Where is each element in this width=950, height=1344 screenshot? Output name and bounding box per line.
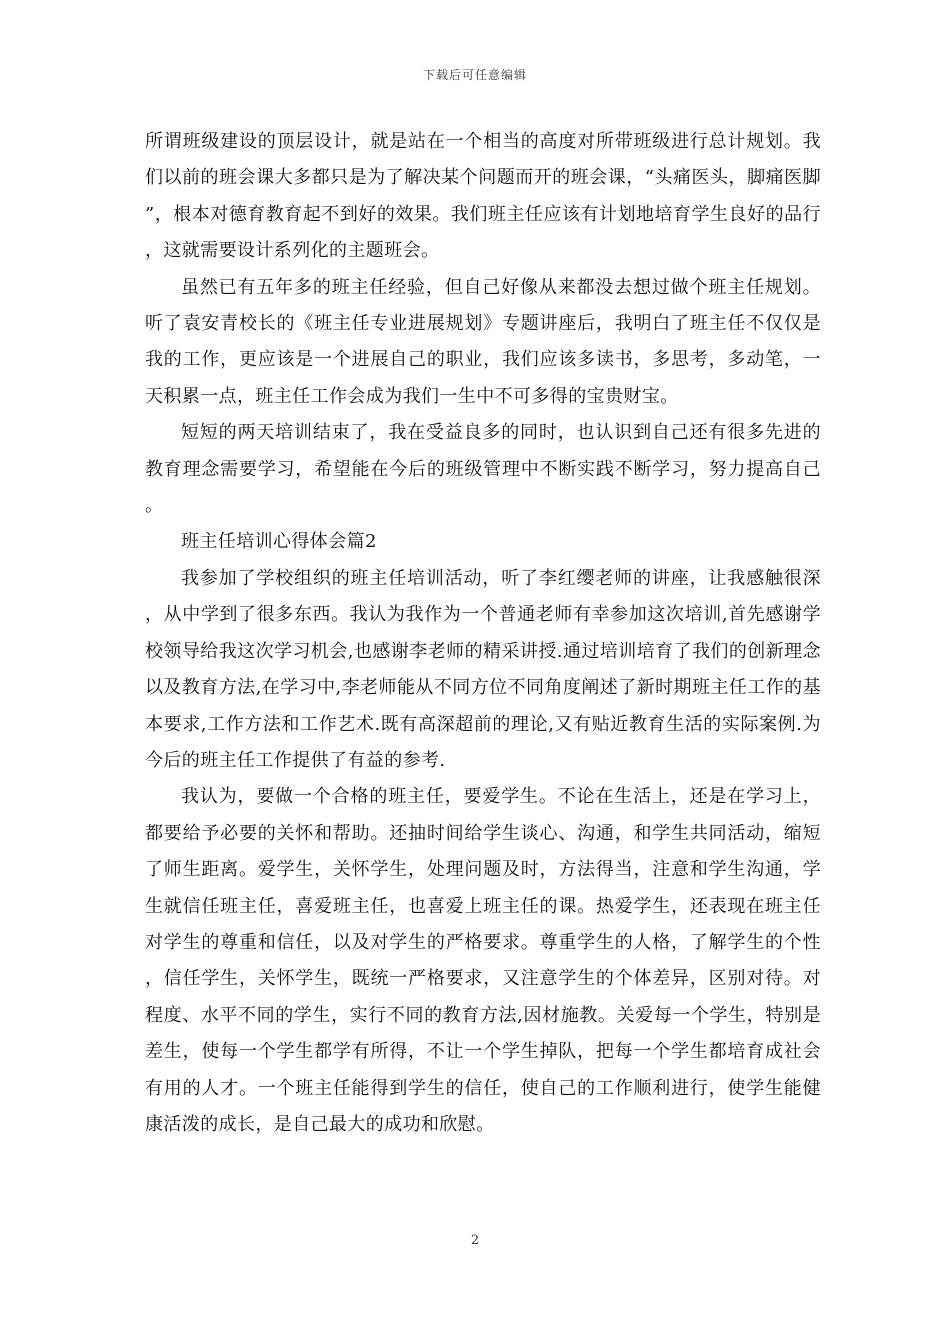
- paragraph-1: 所谓班级建设的顶层设计，就是站在一个相当的高度对所带班级进行总计规划。我们以前的班会课大多都只是为了解决某个问题而开的班会课，“头痛医头，脚痛医脚”，根本对德育教育起不到好的效果。我们班主任应该有计划地培育学生良好的品行，这就需要设计系列化的主题班会。: [145, 131, 821, 262]
- paragraph-4: 我参加了学校组织的班主任培训活动，听了李红缨老师的讲座，让我感触很深，从中学到了很多东西。我认为我作为一个普通老师有幸参加这次培训,首先感谢学校领导给我这次学习机会,也感谢李老师的精采讲授.通过培训培育了我们的创新理念以及教育方法,在学习中,李老师能从不同方位不同角度阐述了新时期班主任工作的基本要求,工作方法和工作艺术.既有高深超前的理论,又有贴近教育生活的实际案例.为今后的班主任工作提供了有益的参考.: [145, 567, 821, 771]
- page-number: 2: [470, 1233, 480, 1248]
- document-body: [145, 124, 821, 1143]
- paragraph-3: 短短的两天培训结束了，我在受益良多的同时，也认识到自己还有很多先进的教育理念需要学习，希望能在今后的班级管理中不断实践不断学习，努力提高自己。: [145, 422, 821, 517]
- section-heading: 班主任培训心得体会篇2: [181, 531, 377, 553]
- paragraph-2: 虽然已有五年多的班主任经验，但自己好像从来都没去想过做个班主任规划。听了袁安青校长的《班主任专业进展规划》专题讲座后，我明白了班主任不仅仅是我的工作，更应该是一个进展自己的职业，我们应该多读书，多思考，多动笔，一天积累一点，班主任工作会成为我们一生中不可多得的宝贵财宝。: [145, 276, 821, 407]
- paragraph-5: 我认为，要做一个合格的班主任，要爱学生。不论在生活上，还是在学习上，都要给予必要的关怀和帮助。还抽时间给学生谈心、沟通，和学生共同活动，缩短了师生距离。爱学生，关怀学生，处理问题及时，方法得当，注意和学生沟通，学生就信任班主任，喜爱班主任，也喜爱上班主任的课。热爱学生，还表现在班主任对学生的尊重和信任，以及对学生的严格要求。尊重学生的人格，了解学生的个性，信任学生，关怀学生，既统一严格要求，又注意学生的个体差异，区别对待。对程度、水平不同的学生，实行不同的教育方法,因材施教。关爱每一个学生，特别是差生，使每一个学生都学有所得，不让一个学生掉队，把每一个学生都培育成社会有用的人才。一个班主任能得到学生的信任，使自己的工作顺利进行，使学生能健康活泼的成长，是自己最大的成功和欣慰。: [145, 786, 821, 1135]
- page-header: 下载后可任意编辑: [422, 68, 527, 82]
